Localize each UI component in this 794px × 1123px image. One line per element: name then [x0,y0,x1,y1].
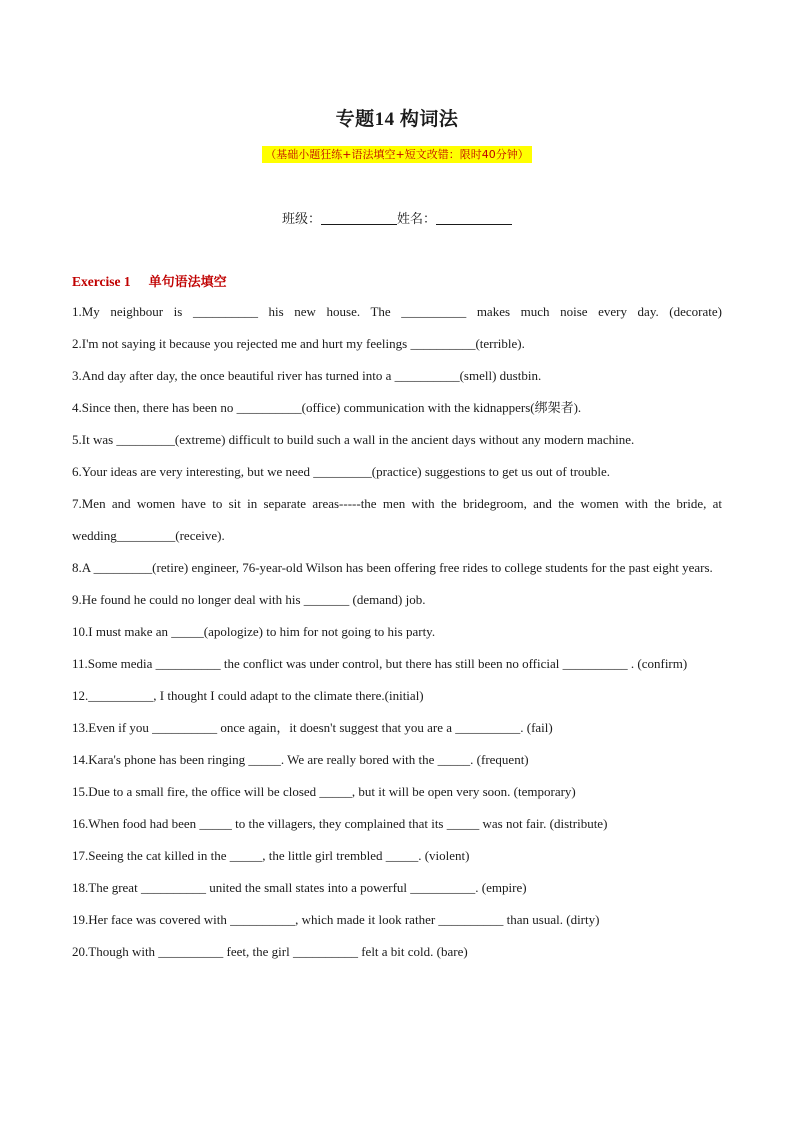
question-17: 17.Seeing the cat killed in the _____, the little girl trembled _____. (violent) [72,848,470,863]
exercise-list [72,296,722,968]
question-9: 9.He found he could no longer deal with his _______ (demand) job. [72,592,426,607]
question-3: 3.And day after day, the once beautiful river has turned into a __________(smell) dustbin. [72,368,542,383]
question-18: 18.The great __________ united the small states into a powerful __________. (empire) [72,880,527,895]
question-6: 6.Your ideas are very interesting, but we need _________(practice) suggestions to get us out of trouble. [72,464,611,479]
exercise-name: 单句语法填空 [148,275,227,290]
question-5: 5.It was _________(extreme) difficult to build such a wall in the ancient days without any modern machine. [72,432,635,447]
subtitle-container [0,145,794,163]
page-title: 专题14 构词法 [335,109,459,130]
question-10: 10.I must make an _____(apologize) to him for not going to his party. [72,624,436,639]
question-4: 4.Since then, there has been no __________(office) communication with the kidnappers(绑架者). [72,400,582,415]
student-info-line [0,208,794,227]
question-13: 13.Even if you __________ once again，it doesn't suggest that you are a __________. (fail) [72,720,553,735]
question-11: 11.Some media __________ the conflict was under control, but there has still been no official __________ . (confirm) [72,656,688,671]
question-14: 14.Kara's phone has been ringing _____. We are really bored with the _____. (frequent) [72,752,529,767]
class-blank[interactable] [321,210,397,225]
name-blank[interactable] [436,210,512,225]
question-15: 15.Due to a small fire, the office will be closed _____, but it will be open very soon. (temporary) [72,784,576,799]
question-1: 1.My neighbour is __________ his new house. The __________ makes much noise every day. (decorate) [72,304,722,319]
name-label: 姓名： [397,212,437,227]
class-label: 班级： [281,212,321,227]
question-16: 16.When food had been _____ to the villagers, they complained that its _____ was not fair. (distribute) [72,816,608,831]
section-heading [72,271,227,290]
page-subtitle: （基础小题狂练+语法填空+短文改错：限时40分钟） [262,146,531,163]
question-8: 8.A _________(retire) engineer, 76-year-old Wilson has been offering free rides to college students for the past eight years. [72,560,713,575]
question-12: 12.__________, I thought I could adapt to the climate there.(initial) [72,688,424,703]
exercise-label: Exercise 1 [72,274,131,289]
question-2: 2.I'm not saying it because you rejected me and hurt my feelings __________(terrible). [72,336,525,351]
question-20: 20.Though with __________ feet, the girl __________ felt a bit cold. (bare) [72,944,468,959]
question-7: 7.Men and women have to sit in separate areas-----the men with the bridegroom, and the women with the bride, at wedding_________(receive). [72,496,722,543]
question-19: 19.Her face was covered with __________, which made it look rather __________ than usual. (dirty) [72,912,600,927]
